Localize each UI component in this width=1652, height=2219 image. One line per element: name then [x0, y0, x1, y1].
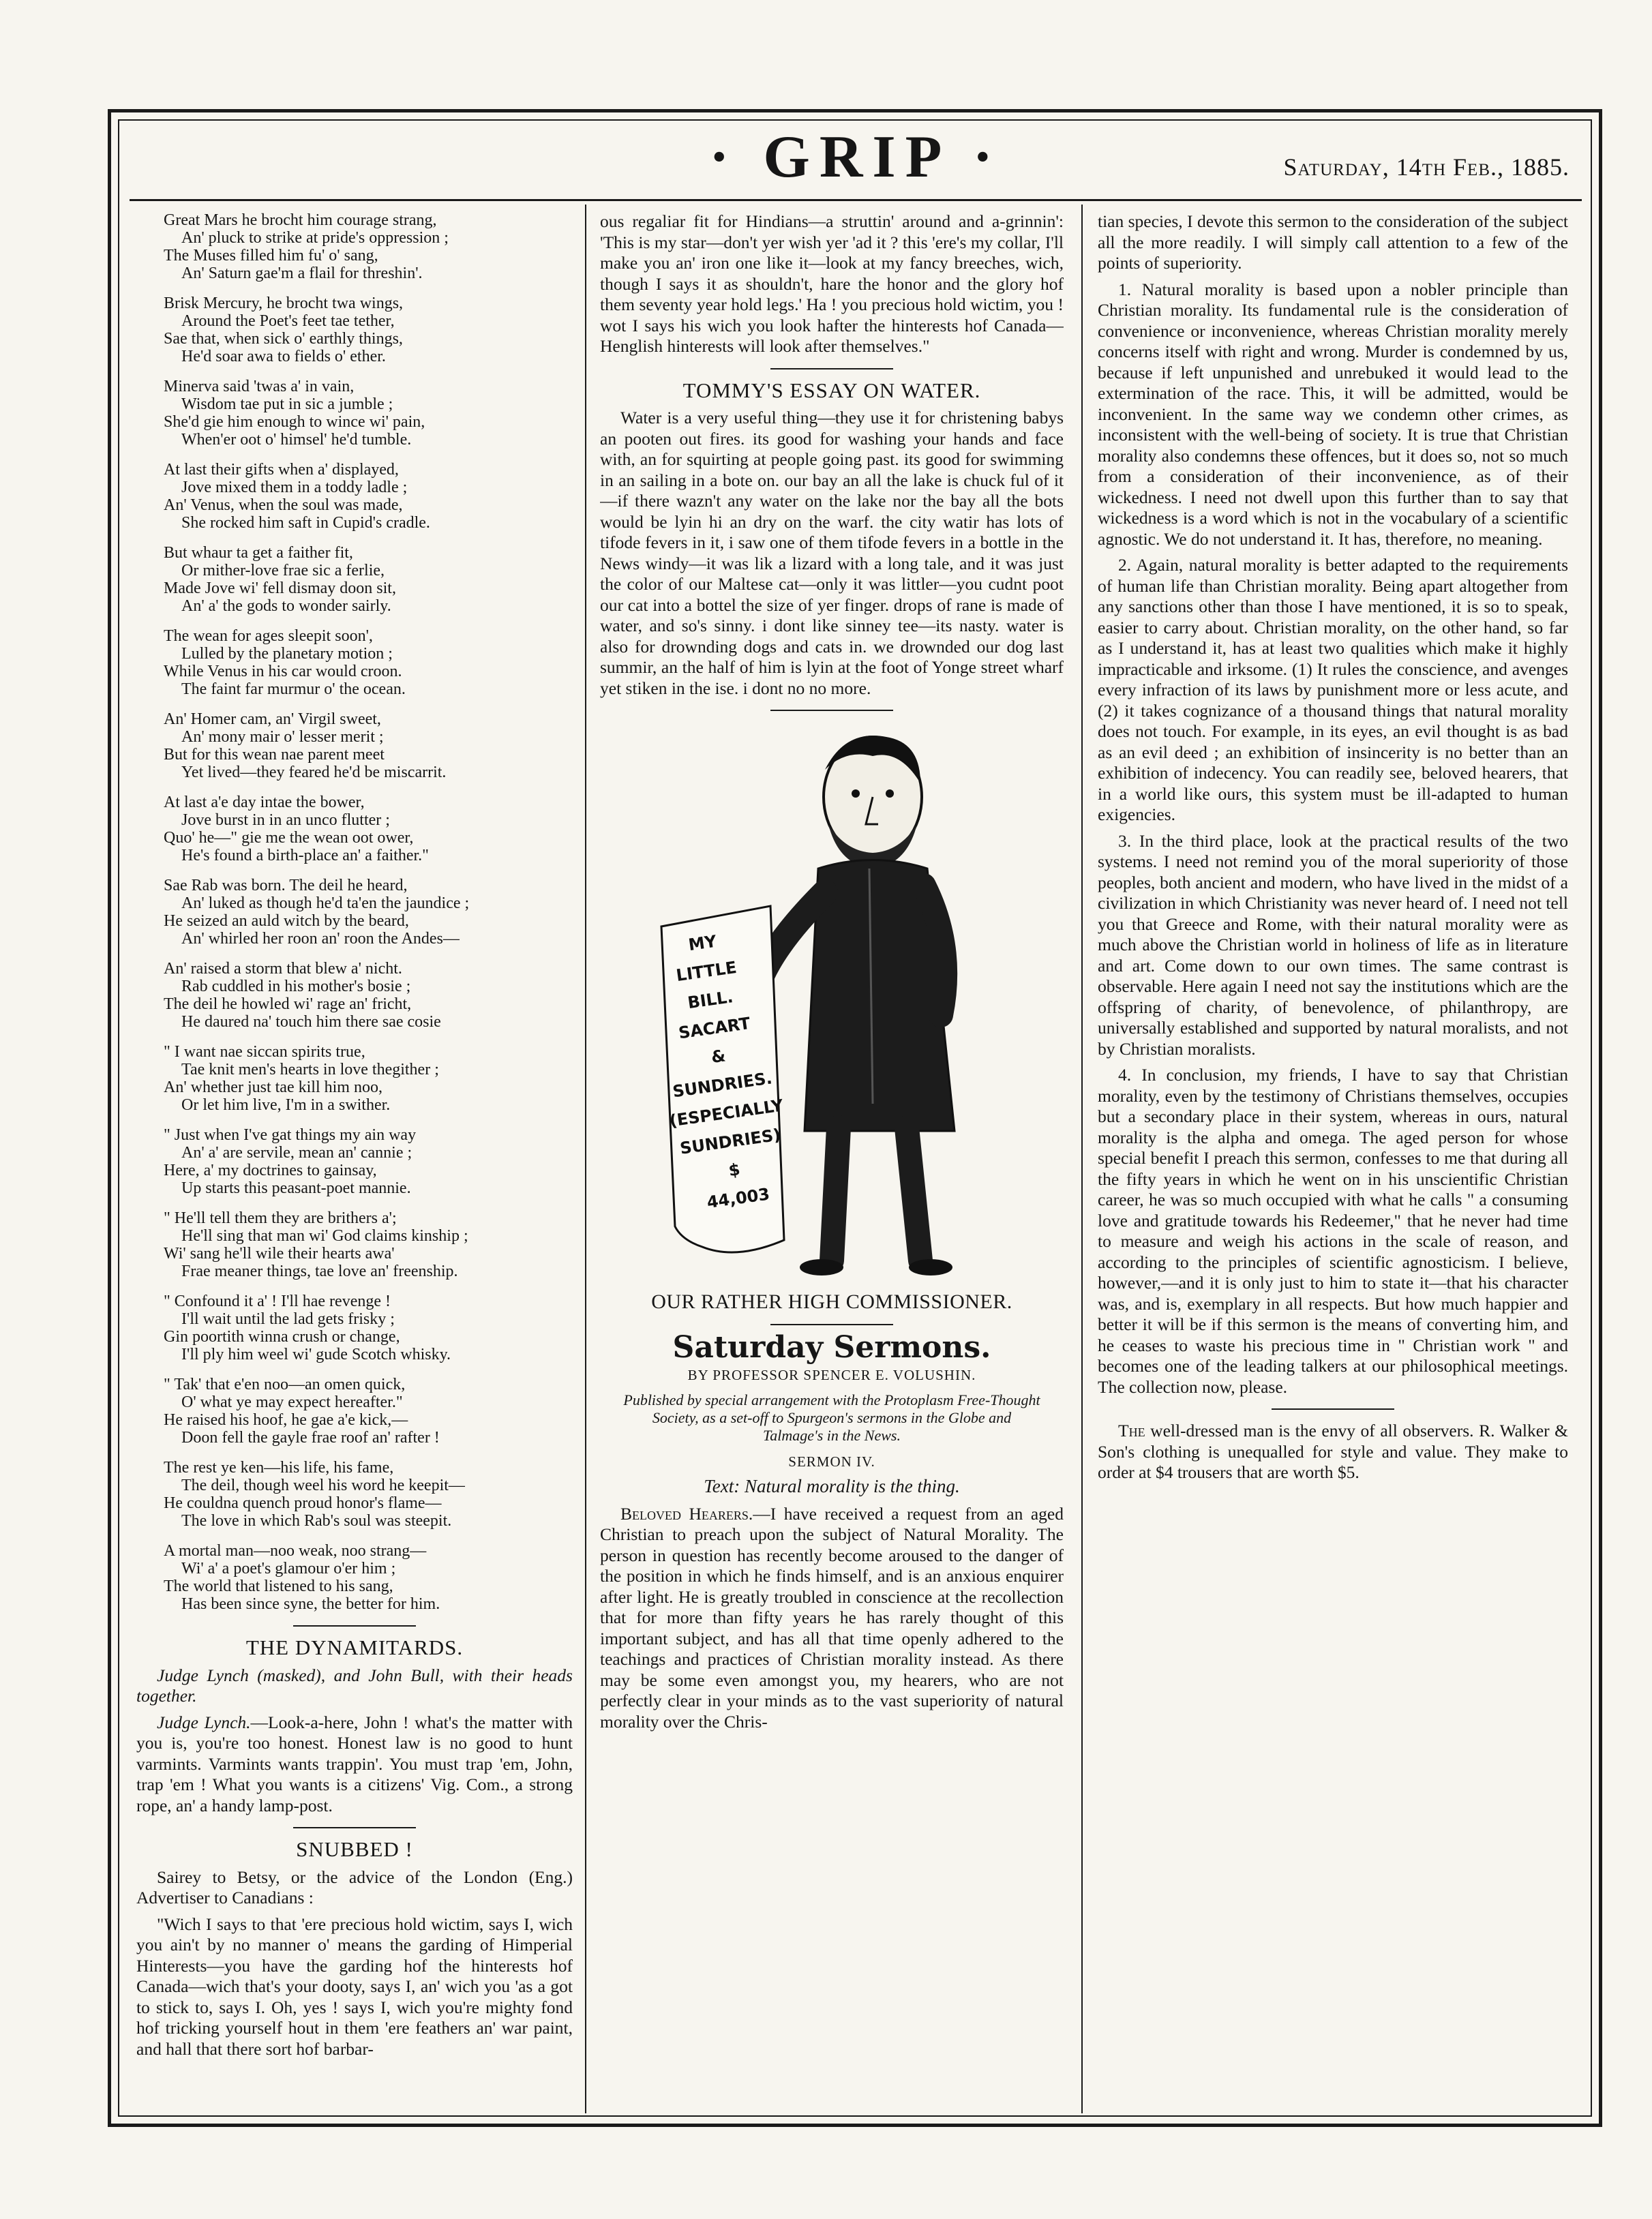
poem-line: She rocked him saft in Cupid's cradle.	[181, 514, 430, 532]
poem-line: He's found a birth-place an' a faither."	[181, 847, 429, 864]
poem-stanza	[164, 1209, 573, 1280]
bill-line: $	[727, 1160, 742, 1181]
poem-line: Minerva said 'twas a' in vain,	[164, 378, 355, 395]
poem-line: Here, a' my doctrines to gainsay,	[164, 1162, 377, 1179]
sermon-point-2: 2. Again, natural morality is better adapted to the requirements of human life than Christian morality. Being apart altogether from any sanctions other than those I have mentioned, it is so to speak, easier to carry about. Christian morality, on the other hand, so far as I understand it, has at least two qualities which make it highly impracticable and irksome. (1) It rules the conscience, and avenges every infraction of its laws by punishment more or less acute, and (2) it takes cognizance of a thousand things that natural morality does not touch. For example, in its eyes, an evil thought is as bad as an evil deed ; an exhibition of insincerity is no better than an exhibition of indecency. You can readily see, beloved hearers, that in a world like ours, this system must be ill-adapted to human exigencies.	[1098, 555, 1568, 824]
bill-line: LITTLE	[675, 957, 738, 986]
newspaper-title: · GRIP ·	[709, 124, 1002, 190]
snubbed-intro: Sairey to Betsy, or the advice of the London (Eng.) Advertiser to Canadians :	[136, 1867, 573, 1907]
poem-line: The love in which Rab's soul was steepit.	[181, 1512, 452, 1530]
poem-stanza	[164, 877, 573, 948]
poem-line: I'll ply him weel wi' gude Scotch whisky.	[181, 1346, 451, 1363]
poem-line: " Confound it a' ! I'll hae revenge !	[164, 1293, 391, 1310]
poem-line: " I want nae siccan spirits true,	[164, 1043, 365, 1061]
snubbed-body-1: "Wich I says to that 'ere precious hold wictim, says I, wich you ain't by no manner o' means the garding of Himperial Hinterests—you have the garding hof the hinterests hof Canada—wich that's your dooty, says I, an' wich you 'as a got to stick to, says I. Oh, yes ! says I, wich you're mighty fond hof tricking yourself hout in them 'ere feathers an' war paint, and hall that there sort hof barbar-	[136, 1914, 573, 2059]
poem-line: An' luked as though he'd ta'en the jaundice ;	[181, 894, 470, 912]
poem-line: Jove burst in in an unco flutter ;	[181, 811, 390, 829]
poem-line: Quo' he—" gie me the wean oot ower,	[164, 829, 414, 847]
poem-line: While Venus in his car would croon.	[164, 663, 402, 680]
poem-stanza	[164, 211, 573, 282]
advert-body: well-dressed man is the envy of all observers. R. Walker & Son's clothing is unequalled for style and value. They make to order at $4 trousers that are worth $5.	[1098, 1421, 1568, 1482]
issue-date: Saturday, 14th Feb., 1885.	[1283, 153, 1570, 181]
masthead	[130, 117, 1582, 201]
poem-line: At last their gifts when a' displayed,	[164, 461, 399, 479]
poem-stanza	[164, 960, 573, 1031]
poem-line: He'll sing that man wi' God claims kinship ;	[181, 1227, 468, 1245]
advert-lead: The	[1118, 1421, 1145, 1440]
poem-line: She'd gie him enough to wince wi' pain,	[164, 413, 425, 431]
column-2	[600, 211, 1064, 2107]
poem-line: An' a' are servile, mean an' cannie ;	[181, 1144, 412, 1162]
poem-line: But for this wean nae parent meet	[164, 746, 385, 764]
poem-line: Wi' sang he'll wile their hearts awa'	[164, 1245, 395, 1263]
column-rule-1	[585, 205, 586, 2113]
column-rule-2	[1081, 205, 1083, 2113]
poem-line: Around the Poet's feet tae tether,	[181, 312, 395, 330]
poem-line: A mortal man—noo weak, noo strang—	[164, 1542, 427, 1560]
poem-line: An' whirled her roon an' roon the Andes—	[181, 930, 460, 948]
poem-line: At last a'e day intae the bower,	[164, 794, 365, 811]
bill-line: 44,003	[706, 1184, 771, 1213]
poem-line: Has been since syne, the better for him.	[181, 1595, 440, 1613]
poem-line: An' raised a storm that blew a' nicht.	[164, 960, 402, 978]
poem-line: Tae knit men's hearts in love thegither ;	[181, 1061, 439, 1078]
poem-line: Brisk Mercury, he brocht twa wings,	[164, 295, 404, 312]
poem-line: Up starts this peasant-poet mannie.	[181, 1179, 411, 1197]
poem-line: An' Homer cam, an' Virgil sweet,	[164, 710, 381, 728]
poem-line: Great Mars he brocht him courage strang,	[164, 211, 437, 229]
bill-line: SUNDRIES)	[678, 1125, 782, 1158]
bill-line: SACART	[677, 1013, 752, 1043]
sermon-opening-lead: Beloved Hearers.	[620, 1503, 753, 1524]
poem-line: Lulled by the planetary motion ;	[181, 645, 393, 663]
column-1	[136, 211, 573, 2107]
bill-line: MY	[687, 931, 718, 955]
poem-line: An' Saturn gae'm a flail for threshin'.	[181, 265, 423, 282]
poem-line: " He'll tell them they are brithers a';	[164, 1209, 397, 1227]
poem-line: An' whether just tae kill him noo,	[164, 1078, 382, 1096]
bill-line: (ESPECIALLY	[668, 1096, 785, 1131]
poem-line: An' mony mair o' lesser merit ;	[181, 728, 384, 746]
commissioner-figure	[600, 722, 1064, 1288]
poem-line: Wisdom tae put in sic a jumble ;	[181, 395, 393, 413]
sermon-opening-text: —I have received a request from an aged Christian to preach upon the subject of Natural Morality. The person in question has recently become aroused to the danger of the position in which he finds himself, and is an anxious enquirer after light. He is greatly troubled in conscience at the recollection that for more than fifty years he has rarely thought of this important subject, and has all that time openly adhered to the teachings and practices of Christian morality instead. As there may be some even amongst you, my hearers, who are not perfectly clear in your minds as to the vast superiority of natural morality over the Chris-	[600, 1503, 1064, 1732]
poem-line: " Tak' that e'en noo—an omen quick,	[164, 1376, 406, 1393]
cartoon-illustration	[600, 722, 1064, 1288]
bill-line: BILL.	[686, 987, 735, 1013]
sermon-number: SERMON IV.	[788, 1453, 875, 1470]
poem-stanza	[164, 544, 573, 615]
poem-line: The deil he howled wi' rage an' fricht,	[164, 995, 412, 1013]
poem-line: The wean for ages sleepit soon',	[164, 627, 373, 645]
divider	[770, 1324, 893, 1325]
divider	[293, 1625, 416, 1627]
poem-stanza	[164, 295, 573, 365]
divider	[293, 1827, 416, 1828]
cartoon-caption: OUR RATHER HIGH COMMISSIONER.	[651, 1290, 1012, 1313]
poem-line: " Just when I've gat things my ain way	[164, 1126, 417, 1144]
poem-line: Jove mixed them in a toddy ladle ;	[181, 479, 408, 496]
poem-stanza	[164, 1043, 573, 1114]
poem-stanza	[164, 461, 573, 532]
divider	[1272, 1408, 1394, 1410]
poem-line: He seized an auld witch by the beard,	[164, 912, 409, 930]
poem-line: I'll wait until the lad gets frisky ;	[181, 1310, 395, 1328]
tommy-body: Water is a very useful thing—they use it for christening babys an pooten out fires. its good for washing your hands and face with, an for squirting at people going past. its good for swimming in an sailing in a bote on. our bay an all the lake is chuck ful of it—if there wazn't any water on the lake nor the bay all the bots would be lyin hi an dry on the warf. the city watir has lots of tifode fevers in it, i saw one of them tifode fevers in a bottle in the News windy—it was lik a lizard with a long tale, and it was just the color of our Maltese cat—only it was littler—you cudnt poot our cat into a bottel the size of yer finger. drops of rane is made of water, and so's sinny. i dont like sinney tee—its nasty. water is also for drownding dogs and cats in. we drownded our dog last summir, an the half of him is lyin at the foot of Yonge street wharf yet stiken in the ise. i dont no no more.	[600, 408, 1064, 698]
sermon-point-3: 3. In the third place, look at the practical results of the two systems. I need not remind you of the moral superiority of those peoples, both ancient and modern, who have lived in the midst of a civilization in which Christianity was never heard of. I need not tell you that Greece and Rome, with their natural morality were as much above the Christian world in holiness of life as in literature and art. Come down to our own times. The same contrast is observable. Here again I need not say the institutions which are the offspring of charity, of benevolence, of philanthropy, are universally established and supported by natural moralists, and not by Christian moralists.	[1098, 830, 1568, 1059]
divider	[770, 368, 893, 369]
sermon-continued: tian species, I devote this sermon to the consideration of the subject all the more readily. I will simply call attention to a few of the points of superiority.	[1098, 211, 1568, 273]
poem-line: Wi' a' a poet's glamour o'er him ;	[181, 1560, 396, 1578]
poem-line: Rab cuddled in his mother's bosie ;	[181, 978, 411, 995]
poem-line: Doon fell the gayle frae roof an' rafter !	[181, 1429, 440, 1447]
dynamitards-text: —Look-a-here, John ! what's the matter with you is, you're too honest. Honest law is no good to hunt varmints. Varmints wants trappin'. You must trap 'em, John, trap 'em ! What you wants is a citizens' Vig. Com., a strong rope, an' a handy lamp-post.	[136, 1712, 573, 1815]
poem-line: The Muses filled him fu' o' sang,	[164, 247, 378, 265]
poem-line: The faint far murmur o' the ocean.	[181, 680, 406, 698]
sermon-title: Saturday Sermons.	[672, 1329, 991, 1365]
dynamitards-heading: THE DYNAMITARDS.	[245, 1635, 464, 1659]
poem-line: Yet lived—they feared he'd be miscarrit.	[181, 764, 447, 781]
sermon-point-1: 1. Natural morality is based upon a nobler principle than Christian morality. Its fundamental rule is the consideration of convenience or inconvenience, whereas Christian morality merely concerns itself with right and wrong. Murder is condemned by us, because if left unpunished and unrebuked it would lead to the extermination of the race. This, it will be admitted, would be inconvenient. In the same way we condemn other crimes, as inconsistent with the well-being of society. It is true that Christian morality also condemns these offences, but it does so, not so much from a consideration of their inconvenience, as of their wickedness. I need not dwell upon this further than to say that wickedness is a word which is not in the vocabulary of a scientific agnostic. We do not understand it. It has, therefore, no meaning.	[1098, 279, 1568, 549]
dynamitards-speaker: Judge Lynch.	[157, 1712, 251, 1732]
poem-line: When'er oot o' himsel' he'd tumble.	[181, 431, 412, 449]
poem-stanza	[164, 1126, 573, 1197]
poem-line: An' Venus, when the soul was made,	[164, 496, 403, 514]
poem-line: Or let him live, I'm in a swither.	[181, 1096, 391, 1114]
divider	[770, 710, 893, 711]
column-3	[1098, 211, 1568, 2107]
poem-line: The deil, though weel his word he keepit—	[181, 1477, 465, 1494]
poem-line: He'd soar awa to fields o' ether.	[181, 348, 386, 365]
poem-line: But whaur ta get a faither fit,	[164, 544, 353, 562]
poem-line: Or mither-love frae sic a ferlie,	[181, 562, 385, 579]
sermon-byline: BY PROFESSOR SPENCER E. VOLUSHIN.	[687, 1367, 976, 1383]
poem-stanza	[164, 1376, 573, 1447]
sermon-point-4: 4. In conclusion, my friends, I have to say that Christian morality, even by the testimony of Christians themselves, occupies but a secondary place in their system, whereas in ours, natural morality is the alpha and omega. The aged person for whose special benefit I preach this sermon, confesses to me that during all the fifty years in which he went on in his unscientific Christian career, he was so much occupied with what he calls " a consuming love and gratitude towards his Redeemer," that he never had time to measure and weigh his actions in the scale of reason, and according to the principles of scientific agnosticism. I believe, however,—and it is only just to him to state it—that his character was, and is, exemplary in all respects. But how much happier and better it will be if this sermon is the means of converting him, and he ceases to waste his precious time in " Christian work " and becomes one of the leading talkers at our philosophical meetings. The collection now, please.	[1098, 1065, 1568, 1397]
poem-stanza	[164, 710, 573, 781]
poem-line: Sae that, when sick o' earthly things,	[164, 330, 403, 348]
poem-stanza	[164, 627, 573, 698]
snubbed-body-2: ous regaliar fit for Hindians—a struttin' around and a-grinnin': 'This is my star—don't yer wish yer 'ad it ? this 'ere's my collar, I'll make you an' iron one like it—look at my fancy breeches, wich, though I says it as shouldn't, hare the honor and the glory hof them seventy year hold legs.' Ha ! you precious hold wictim, you ! wot I says his wich you look hafter the hinterests hof Canada—Henglish hinterests will look after themselves."	[600, 211, 1064, 356]
bill-line: SUNDRIES.	[671, 1068, 774, 1102]
poem-line: An' pluck to strike at pride's oppression ;	[181, 229, 449, 247]
poem-stanza	[164, 378, 573, 449]
poem-line: Sae Rab was born. The deil he heard,	[164, 877, 408, 894]
poem-stanza	[164, 794, 573, 864]
poem-line: An' a' the gods to wonder sairly.	[181, 597, 391, 615]
tommy-heading: TOMMY'S ESSAY ON WATER.	[682, 378, 981, 402]
poem-line: O' what ye may expect hereafter."	[181, 1393, 403, 1411]
advert	[1098, 1421, 1568, 1483]
poem-line: He daured na' touch him there sae cosie	[181, 1013, 441, 1031]
poem-line: The rest ye ken—his life, his fame,	[164, 1459, 394, 1477]
bill-line: &	[710, 1046, 727, 1068]
snubbed-heading: SNUBBED !	[296, 1837, 413, 1861]
poem-stanza	[164, 1293, 573, 1363]
poem-line: The world that listened to his sang,	[164, 1578, 393, 1595]
sermon-pubnote: Published by special arrangement with the Protoplasm Free-Thought Society, as a set-off to Spurgeon's sermons in the Globe and Talmage's in the News.	[623, 1391, 1040, 1444]
poem-stanza	[164, 1459, 573, 1530]
sermon-text: Text: Natural morality is the thing.	[704, 1476, 960, 1496]
poem-line: Made Jove wi' fell dismay doon sit,	[164, 579, 396, 597]
sermon-opening	[600, 1504, 1064, 1733]
dynamitards-intro: Judge Lynch (masked), and John Bull, with their heads together.	[136, 1665, 573, 1706]
poem-stanza	[164, 1542, 573, 1613]
poem-line: Gin poortith winna crush or change,	[164, 1328, 400, 1346]
poem	[136, 211, 573, 1613]
poem-line: He raised his hoof, he gae a'e kick,—	[164, 1411, 408, 1429]
poem-line: Frae meaner things, tae love an' freenship.	[181, 1263, 458, 1280]
dynamitards-body	[136, 1712, 573, 1817]
poem-line: He couldna quench proud honor's flame—	[164, 1494, 442, 1512]
